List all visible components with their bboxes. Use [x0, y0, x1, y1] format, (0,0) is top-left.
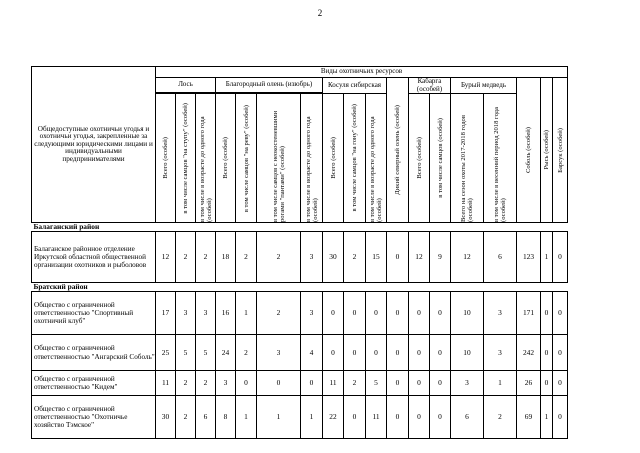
col-header-8: Всего (особей) — [323, 94, 344, 223]
value-cell: 0 — [409, 292, 430, 335]
value-cell: 0 — [323, 335, 344, 371]
value-cell: 11 — [323, 371, 344, 396]
value-cell: 8 — [216, 396, 236, 439]
value-cell: 0 — [387, 232, 409, 283]
value-cell: 0 — [344, 335, 366, 371]
value-cell: 30 — [156, 396, 176, 439]
value-cell: 0 — [366, 335, 387, 371]
value-cell: 25 — [156, 335, 176, 371]
value-cell: 2 — [196, 232, 216, 283]
value-cell: 10 — [451, 335, 484, 371]
col-header-3: в том числе в возрасте до одного года (особей) — [196, 94, 216, 223]
species-medved: Бурый медведь — [451, 78, 517, 94]
value-cell: 15 — [366, 232, 387, 283]
value-cell: 0 — [409, 335, 430, 371]
value-cell: 69 — [517, 396, 541, 439]
value-cell: 2 — [176, 371, 196, 396]
value-cell: 0 — [553, 232, 568, 283]
value-cell: 1 — [301, 396, 323, 439]
col-header-16: Соболь (особей) — [517, 78, 541, 223]
value-cell: 18 — [216, 232, 236, 283]
value-cell: 12 — [409, 232, 430, 283]
value-cell: 0 — [387, 371, 409, 396]
species-kosulya: Косуля сибирская — [323, 78, 387, 94]
value-cell: 3 — [484, 292, 517, 335]
value-cell: 11 — [156, 371, 176, 396]
value-cell: 1 — [236, 292, 257, 335]
value-cell: 2 — [257, 232, 301, 283]
value-cell: 242 — [517, 335, 541, 371]
value-cell: 4 — [301, 335, 323, 371]
org-name: Общество с ограниченной ответственностью "Спортивный охотничий клуб" — [32, 292, 156, 335]
value-cell: 1 — [236, 396, 257, 439]
col-header-10: в том числе в возрасте до одного года (особей) — [366, 94, 387, 223]
value-cell: 24 — [216, 335, 236, 371]
table-row — [32, 371, 568, 396]
value-cell: 5 — [176, 335, 196, 371]
value-cell: 0 — [236, 371, 257, 396]
value-cell: 2 — [344, 371, 366, 396]
value-cell: 6 — [196, 396, 216, 439]
value-cell: 0 — [553, 335, 568, 371]
value-cell: 3 — [301, 232, 323, 283]
value-cell: 0 — [323, 292, 344, 335]
col-header-11: Дикий северный олень (особей) — [387, 78, 409, 223]
value-cell: 12 — [451, 232, 484, 283]
value-cell: 1 — [257, 396, 301, 439]
district-heading: Балаганский район — [32, 223, 568, 232]
value-cell: 5 — [366, 371, 387, 396]
value-cell: 0 — [430, 396, 451, 439]
value-cell: 0 — [409, 371, 430, 396]
value-cell: 1 — [541, 232, 553, 283]
value-cell: 3 — [196, 292, 216, 335]
table-row — [32, 292, 568, 335]
value-cell: 6 — [451, 396, 484, 439]
col-header-15: в том числе в весенний период 2018 года (особей) — [484, 94, 517, 223]
col-header-18: Барсук (особей) — [553, 78, 568, 223]
value-cell: 3 — [301, 292, 323, 335]
value-cell: 0 — [541, 292, 553, 335]
value-cell: 0 — [387, 396, 409, 439]
org-name: Общество с ограниченной ответственностью "Охотничье хозяйство Тэмское" — [32, 396, 156, 439]
group-header: Виды охотничьих ресурсов — [156, 67, 568, 78]
value-cell: 2 — [236, 335, 257, 371]
table-row — [32, 396, 568, 439]
value-cell: 0 — [430, 335, 451, 371]
species-los: Лось — [156, 78, 216, 93]
value-cell: 16 — [216, 292, 236, 335]
col-header-6: в том числе самцов с неокостеневшими рогами "пантами" (особей) — [257, 94, 301, 223]
value-cell: 0 — [553, 292, 568, 335]
value-cell: 22 — [323, 396, 344, 439]
value-cell: 2 — [344, 232, 366, 283]
col-header-14: Всего на сезон охоты 2017-2018 годов (особей) — [451, 94, 484, 223]
value-cell: 0 — [541, 335, 553, 371]
table-row — [32, 232, 568, 283]
value-cell: 2 — [196, 371, 216, 396]
value-cell: 5 — [196, 335, 216, 371]
col-header-5: в том числе самцов "на реву" (особей) — [236, 94, 257, 223]
table-row — [32, 335, 568, 371]
value-cell: 0 — [430, 371, 451, 396]
value-cell: 2 — [176, 396, 196, 439]
value-cell: 6 — [484, 232, 517, 283]
page-number: 2 — [317, 8, 323, 18]
value-cell: 1 — [484, 371, 517, 396]
col-header-1: Всего (особей) — [156, 94, 176, 223]
species-kabarga: Кабарга (особей) — [409, 78, 451, 94]
org-name: Балаганское районное отделение Иркутской областной общественной организации охотников и рыболовов — [32, 232, 156, 283]
value-cell: 26 — [517, 371, 541, 396]
value-cell: 11 — [366, 396, 387, 439]
value-cell: 0 — [553, 396, 568, 439]
value-cell: 0 — [387, 335, 409, 371]
value-cell: 123 — [517, 232, 541, 283]
value-cell: 10 — [451, 292, 484, 335]
col-header-17: Рысь (особей) — [541, 78, 553, 223]
value-cell: 0 — [257, 371, 301, 396]
value-cell: 0 — [344, 292, 366, 335]
value-cell: 0 — [387, 292, 409, 335]
value-cell: 171 — [517, 292, 541, 335]
value-cell: 0 — [366, 292, 387, 335]
org-name: Общество с ограниченной ответственностью "Ангарский Соболь" — [32, 335, 156, 371]
value-cell: 1 — [541, 396, 553, 439]
value-cell: 0 — [409, 396, 430, 439]
org-name: Общество с ограниченной ответственностью "Кидем" — [32, 371, 156, 396]
col-header-4: Всего (особей) — [216, 94, 236, 223]
value-cell: 9 — [430, 232, 451, 283]
col-header-2: в том числе самцов "на ступу" (особей) — [176, 94, 196, 223]
value-cell: 3 — [176, 292, 196, 335]
value-cell: 3 — [484, 335, 517, 371]
left-header: Общедоступные охотничьи угодья и охотничьи угодья, закрепленные за следующими юридическими лицами и индивидуальными предпринимателями — [32, 67, 156, 223]
value-cell: 2 — [236, 232, 257, 283]
value-cell: 0 — [344, 396, 366, 439]
value-cell: 2 — [484, 396, 517, 439]
value-cell: 0 — [553, 371, 568, 396]
value-cell: 0 — [430, 292, 451, 335]
district-heading: Братский район — [32, 283, 568, 292]
col-header-7: в том числе в возрасте до одного года (особей) — [301, 94, 323, 223]
value-cell: 3 — [257, 335, 301, 371]
value-cell: 30 — [323, 232, 344, 283]
value-cell: 0 — [541, 371, 553, 396]
value-cell: 17 — [156, 292, 176, 335]
col-header-9: в том числе самцов "на гону" (особей) — [344, 94, 366, 223]
value-cell: 0 — [301, 371, 323, 396]
value-cell: 3 — [216, 371, 236, 396]
value-cell: 2 — [176, 232, 196, 283]
value-cell: 3 — [451, 371, 484, 396]
value-cell: 2 — [257, 292, 301, 335]
species-olen: Благородный олень (изюбрь) — [216, 78, 323, 93]
col-header-12: Всего (особей) — [409, 94, 430, 223]
hunting-quota-table — [31, 66, 568, 439]
col-header-13: в том числе самцов (особей) — [430, 94, 451, 223]
value-cell: 12 — [156, 232, 176, 283]
